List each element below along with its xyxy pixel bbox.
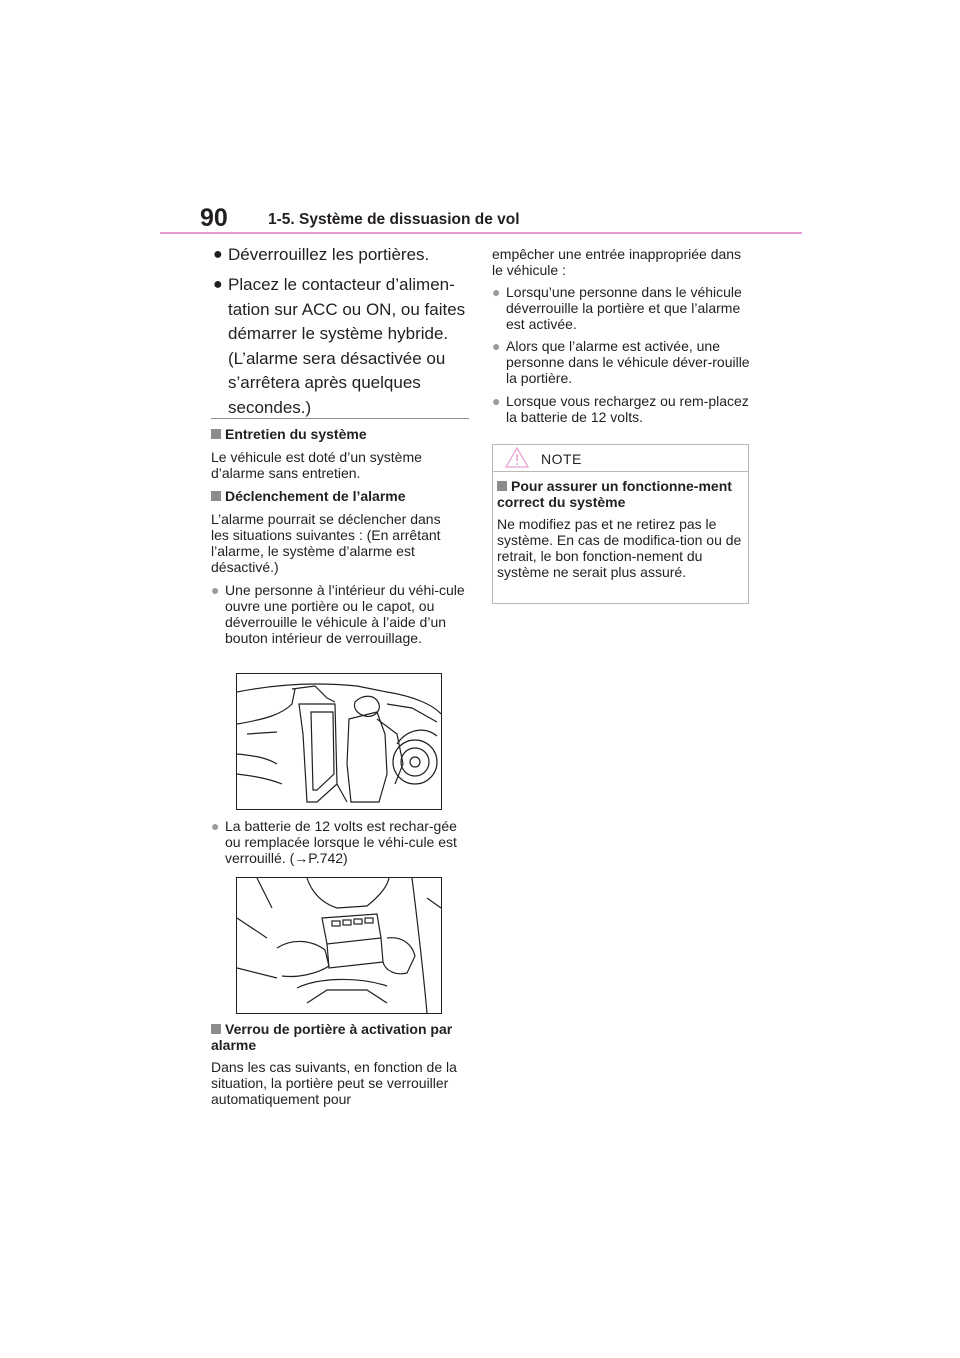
warning-triangle-icon bbox=[505, 447, 529, 473]
lock-item-battery: ● Lorsque vous rechargez ou rem-placez la batterie de 12 volts. bbox=[492, 393, 749, 425]
square-marker-icon bbox=[497, 481, 507, 491]
lock-item-alarm-active: ● Alors que l’alarme est activée, une personne dans le véhicule déver-rouille la portière. bbox=[492, 338, 750, 386]
separator bbox=[211, 418, 469, 419]
bullet-dot-icon: ● bbox=[213, 246, 223, 263]
subhead-triggering: Déclenchement de l’alarme bbox=[211, 488, 471, 504]
bullet-dot-icon: ● bbox=[492, 284, 501, 300]
door-lock-body: Dans les cas suivants, en fonction de la situation, la portière peut se verrouiller automatiquement pour bbox=[211, 1059, 457, 1107]
note-body: Ne modifiez pas et ne retirez pas le système. En cas de modifica-tion ou de retrait, le bon fonction-nement du système ne serait plus assuré. bbox=[497, 516, 742, 580]
note-header bbox=[492, 444, 749, 472]
bullet-dot-icon: ● bbox=[492, 338, 501, 354]
bullet-dot-icon: ● bbox=[211, 582, 220, 598]
illustration-battery-replacement bbox=[236, 877, 442, 1014]
trigger-item-battery: ● La batterie de 12 volts est rechar-gée ou remplacée lorsque le véhi-cule est verrouillé. (→P.742) bbox=[211, 818, 457, 866]
subhead-door-lock: Verrou de portière à activation par alarme bbox=[211, 1021, 453, 1053]
trigger-item-person-inside: ● Une personne à l’intérieur du véhi-cule ouvre une portière ou le capot, ou déverrouille le véhicule à l’aide d’un bouton intérieur de verrouillage. bbox=[211, 582, 465, 646]
battery-drawing bbox=[237, 878, 441, 1013]
square-marker-icon bbox=[211, 491, 221, 501]
bullet-dot-icon: ● bbox=[213, 276, 223, 293]
continuation-text: empêcher une entrée inappropriée dans le véhicule : bbox=[492, 246, 742, 278]
illustration-car-door bbox=[236, 673, 442, 810]
triggering-body: L’alarme pourrait se déclencher dans les situations suivantes : (En arrêtant l’alarme, le système d’alarme est désactivé.) bbox=[211, 511, 441, 575]
square-marker-icon bbox=[211, 1024, 221, 1034]
subhead-maintenance: Entretien du système bbox=[211, 426, 471, 442]
maintenance-body: Le véhicule est doté d’un système d’alarme sans entretien. bbox=[211, 449, 422, 481]
car-door-drawing bbox=[237, 674, 441, 809]
bullet-dot-icon: ● bbox=[492, 393, 501, 409]
page-number: 90 bbox=[200, 204, 228, 232]
section-title: 1-5. Système de dissuasion de vol bbox=[268, 211, 520, 228]
square-marker-icon bbox=[211, 429, 221, 439]
header-rule bbox=[160, 232, 802, 234]
lock-item-unlock: ● Lorsqu’une personne dans le véhicule déverrouille la portière et que l’alarme est activée. bbox=[492, 284, 742, 332]
bullet-power-switch: ● Placez le contacteur d’alimen-tation sur ACC ou ON, ou faites démarrer le système hybride. (L’alarme sera désactivée ou s’arrêtera après quelques secondes.) bbox=[213, 275, 466, 417]
note-title: NOTE bbox=[541, 451, 582, 467]
note-subhead: Pour assurer un fonctionne-ment correct du système bbox=[497, 478, 732, 510]
bullet-unlock-doors: ● Déverrouillez les portières. bbox=[213, 245, 430, 264]
bullet-dot-icon: ● bbox=[211, 818, 220, 834]
